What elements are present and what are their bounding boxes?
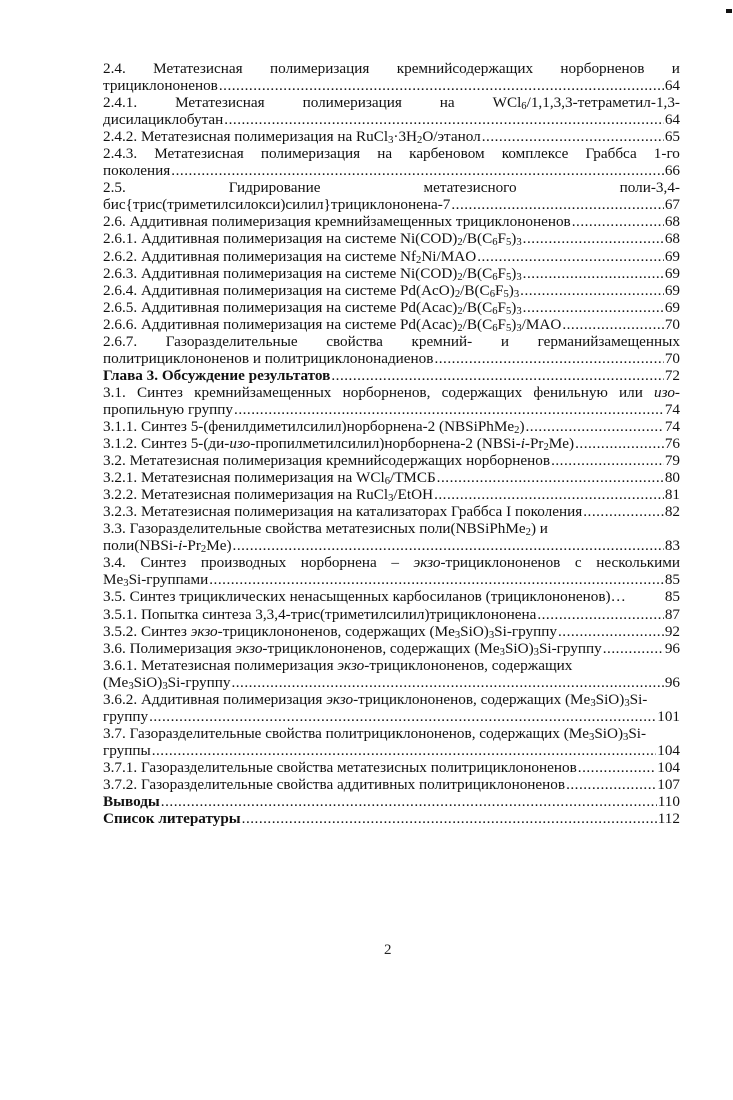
toc-entry-3-7-2[interactable]: 3.7.2. Газоразделительные свойства аддитивных политрициклононенов ..... 107 xyxy=(103,776,680,793)
toc-entry-2-6-2[interactable]: 2.6.2. Аддитивная полимеризация на системе $Nf_2Ni$/MAO ..... 69 xyxy=(103,248,680,265)
toc-entry-3-2-2[interactable]: 3.2.2. Метатезисная полимеризация на RuCl$_3$/EtOH ..... 81 xyxy=(103,486,680,503)
toc-entry-3-1-1[interactable]: 3.1.1. Синтез 5-(фенилдиметилсилил)норборнена-2 (NBSiPhMe$_2$) ..... 74 xyxy=(103,418,680,435)
toc-entry-3-5-1[interactable]: 3.5.1. Попытка синтеза 3,3,4-трис(триметилсилил)трициклононена ..... 87 xyxy=(103,606,680,623)
toc-entry-3-2-1[interactable]: 3.2.1. Метатезисная полимеризация на WCl$_6$/ТМСБ ..... 80 xyxy=(103,469,680,486)
toc-entry-3-5[interactable]: 3.5. Синтез трициклических ненасыщенных карбосиланов (трициклононенов)… 85 xyxy=(103,588,680,606)
toc-entry-2-6-3[interactable]: 2.6.3. Аддитивная полимеризация на системе $Ni(COD)_2/B(C_6F_5)_3$ ..... 69 xyxy=(103,265,680,282)
toc-entry-3-7-1[interactable]: 3.7.1. Газоразделительные свойства метатезисных политрициклононенов ..... 104 xyxy=(103,759,680,776)
toc-entry-2-4-3[interactable]: 2.4.3. Метатезисная полимеризация на карбеновом комплексе Граббса 1-го поколения ..... 66 xyxy=(103,145,680,179)
scan-mark xyxy=(726,9,732,13)
toc-entry-2-4-1[interactable]: 2.4.1. Метатезисная полимеризация на WCl$_6$/1,1,3,3-тетраметил-1,3- дисилациклобутан ..... 64 xyxy=(103,94,680,128)
toc-entry-2-5[interactable]: 2.5. Гидрирование метатезисного поли-3,4- бис{трис(триметилсилокси)силил}трициклононена-7 ..... 67 xyxy=(103,179,680,213)
formula: WCl$_6$/1,1,3,3-тетраметил-1,3- xyxy=(492,94,680,113)
table-of-contents xyxy=(103,60,680,827)
toc-entry-2-6-7[interactable]: 2.6.7. Газоразделительные свойства кремний- и германийзамещенных политрициклононенов и политрициклононадиенов ..... 70 xyxy=(103,333,680,367)
toc-entry-references[interactable]: Список литературы ..... 112 xyxy=(103,810,680,827)
page-number: 2 xyxy=(384,942,392,958)
toc-entry-3-1[interactable]: 3.1. Синтез кремнийзамещенных норборненов, содержащих фенильную или изо- пропильную группу ..... 74 xyxy=(103,384,680,418)
toc-entry-3-6-1[interactable]: 3.6.1. Метатезисная полимеризация экзо-трициклононенов, содержащих $(Me_3SiO)_3Si$-группу ..... 96 xyxy=(103,657,680,691)
toc-entry-3-6-2[interactable]: 3.6.2. Аддитивная полимеризация экзо-трициклононенов, содержащих $(Me_3SiO)_3Si-$ группу ..... 101 xyxy=(103,691,680,725)
toc-entry-2-6-5[interactable]: 2.6.5. Аддитивная полимеризация на системе $Pd(Acac)_2/B(C_6F_5)_3$ ..... 69 xyxy=(103,299,680,316)
toc-entry-3-2[interactable]: 3.2. Метатезисная полимеризация кремнийсодержащих норборненов ..... 79 xyxy=(103,452,680,469)
page-ref: 64 xyxy=(664,77,680,95)
toc-entry-3-4[interactable]: 3.4. Синтез производных норборнена – экзо-трициклононенов с несколькими $Me_3Si$-группами ..... 85 xyxy=(103,554,680,588)
toc-entry-2-6[interactable]: 2.6. Аддитивная полимеризация кремнийзамещенных трициклононенов ..... 68 xyxy=(103,213,680,230)
toc-entry-2-4[interactable]: 2.4. Метатезисная полимеризация кремнийсодержащих норборненов и трициклононенов ..... 64 xyxy=(103,60,680,94)
toc-entry-2-4-2[interactable]: 2.4.2. Метатезисная полимеризация на $RuCl_3\cdot 3H_2O$/этанол ..... 65 xyxy=(103,128,680,145)
toc-entry-3-6[interactable]: 3.6. Полимеризация экзо-трициклононенов, содержащих $(Me_3SiO)_3Si$-группу ..... 96 xyxy=(103,640,680,657)
toc-entry-3-3[interactable]: 3.3. Газоразделительные свойства метатезисных поли(NBSiPhMe$_2$) и $поли(NBSi-i-Pr_2Me)$ ..... 83 xyxy=(103,520,680,554)
toc-entry-3-2-3[interactable]: 3.2.3. Метатезисная полимеризация на катализаторах Граббса I поколения ..... 82 xyxy=(103,503,680,520)
toc-entry-2-6-1[interactable]: 2.6.1. Аддитивная полимеризация на системе $Ni(COD)_2/B(C_6F_5)_3$ ..... 68 xyxy=(103,230,680,247)
toc-entry-2-6-4[interactable]: 2.6.4. Аддитивная полимеризация на системе $Pd(AcO)_2/B(C_6F_5)_3$ ..... 69 xyxy=(103,282,680,299)
toc-entry-chapter-3[interactable]: Глава 3. Обсуждение результатов ..... 72 xyxy=(103,367,680,384)
toc-entry-conclusions[interactable]: Выводы ..... 110 xyxy=(103,793,680,810)
toc-entry-3-1-2[interactable]: 3.1.2. Синтез 5-(ди-изо-пропилметилсилил)норборнена-2 $(NBSi-i-Pr_2Me)$ ..... 76 xyxy=(103,435,680,452)
toc-entry-2-6-6[interactable]: 2.6.6. Аддитивная полимеризация на системе $Pd(Acac)_2/B(C_6F_5)_3$/MAO ..... 70 xyxy=(103,316,680,333)
toc-entry-3-7[interactable]: 3.7. Газоразделительные свойства политрициклононенов, содержащих $(Me_3SiO)_3Si-$ группы ..... 104 xyxy=(103,725,680,759)
toc-entry-3-5-2[interactable]: 3.5.2. Синтез экзо-трициклононенов, содержащих $(Me_3SiO)_3Si$-группу ..... 92 xyxy=(103,623,680,640)
